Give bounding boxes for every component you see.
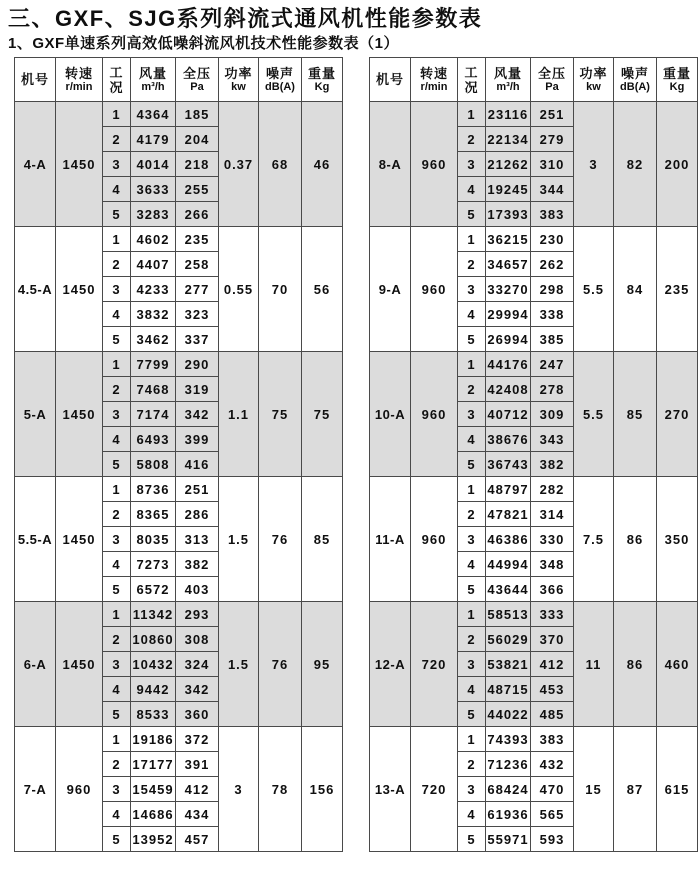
noise-cell: 87 <box>614 727 657 852</box>
speed-cell: 720 <box>411 602 458 727</box>
condition-no-cell: 3 <box>458 777 486 802</box>
pressure-cell: 344 <box>531 177 574 202</box>
pressure-cell: 258 <box>176 252 219 277</box>
condition-no-cell: 4 <box>103 302 131 327</box>
weight-cell: 75 <box>302 352 343 477</box>
power-cell: 0.37 <box>219 102 259 227</box>
model-cell: 5-A <box>15 352 56 477</box>
col-header-power: 功率 kw <box>219 58 259 102</box>
flow-cell: 56029 <box>486 627 531 652</box>
flow-cell: 4364 <box>131 102 176 127</box>
power-cell: 7.5 <box>574 477 614 602</box>
condition-no-cell: 4 <box>458 302 486 327</box>
flow-cell: 19186 <box>131 727 176 752</box>
condition-no-cell: 2 <box>458 627 486 652</box>
flow-cell: 48715 <box>486 677 531 702</box>
condition-no-cell: 5 <box>458 827 486 852</box>
pressure-cell: 314 <box>531 502 574 527</box>
machine-row <box>370 352 698 477</box>
flow-cell: 6572 <box>131 577 176 602</box>
weight-cell: 235 <box>657 227 698 352</box>
flow-cell: 9442 <box>131 677 176 702</box>
pressure-cell: 403 <box>176 577 219 602</box>
flow-cell: 23116 <box>486 102 531 127</box>
pressure-cell: 342 <box>176 402 219 427</box>
pressure-cell: 385 <box>531 327 574 352</box>
pressure-cell: 593 <box>531 827 574 852</box>
condition-no-cell: 5 <box>458 202 486 227</box>
pressure-cell: 453 <box>531 677 574 702</box>
flow-cell: 3832 <box>131 302 176 327</box>
pressure-cell: 310 <box>531 152 574 177</box>
pressure-cell: 204 <box>176 127 219 152</box>
pressure-cell: 370 <box>531 627 574 652</box>
condition-no-cell: 1 <box>103 352 131 377</box>
condition-no-cell: 3 <box>458 527 486 552</box>
pressure-cell: 330 <box>531 527 574 552</box>
flow-cell: 5808 <box>131 452 176 477</box>
model-cell: 8-A <box>370 102 411 227</box>
pressure-cell: 298 <box>531 277 574 302</box>
condition-no-cell: 2 <box>103 127 131 152</box>
flow-cell: 61936 <box>486 802 531 827</box>
power-cell: 11 <box>574 602 614 727</box>
condition-no-cell: 1 <box>458 227 486 252</box>
condition-no-cell: 1 <box>458 477 486 502</box>
condition-no-cell: 5 <box>103 702 131 727</box>
flow-cell: 34657 <box>486 252 531 277</box>
col-header-power: 功率 kw <box>574 58 614 102</box>
pressure-cell: 391 <box>176 752 219 777</box>
condition-sub-row <box>15 227 343 252</box>
power-cell: 15 <box>574 727 614 852</box>
weight-cell: 350 <box>657 477 698 602</box>
power-cell: 1.5 <box>219 602 259 727</box>
col-header-weight: 重量 Kg <box>657 58 698 102</box>
condition-no-cell: 4 <box>103 677 131 702</box>
condition-no-cell: 4 <box>103 552 131 577</box>
noise-cell: 82 <box>614 102 657 227</box>
flow-cell: 44022 <box>486 702 531 727</box>
condition-no-cell: 2 <box>458 502 486 527</box>
condition-no-cell: 3 <box>103 527 131 552</box>
condition-no-cell: 1 <box>103 477 131 502</box>
col-header-noise: 噪声 dB(A) <box>614 58 657 102</box>
flow-cell: 6493 <box>131 427 176 452</box>
col-header-condition: 工 况 <box>103 58 131 102</box>
flow-cell: 48797 <box>486 477 531 502</box>
flow-cell: 44994 <box>486 552 531 577</box>
page-title: 三、GXF、SJG系列斜流式通风机性能参数表 <box>8 6 483 31</box>
machine-row <box>15 102 343 227</box>
flow-cell: 46386 <box>486 527 531 552</box>
model-cell: 5.5-A <box>15 477 56 602</box>
condition-no-cell: 3 <box>458 152 486 177</box>
flow-cell: 36743 <box>486 452 531 477</box>
pressure-cell: 412 <box>176 777 219 802</box>
condition-no-cell: 5 <box>458 452 486 477</box>
pressure-cell: 342 <box>176 677 219 702</box>
model-cell: 12-A <box>370 602 411 727</box>
pressure-cell: 282 <box>531 477 574 502</box>
flow-cell: 26994 <box>486 327 531 352</box>
flow-cell: 4179 <box>131 127 176 152</box>
noise-cell: 76 <box>259 602 302 727</box>
flow-cell: 7174 <box>131 402 176 427</box>
flow-cell: 44176 <box>486 352 531 377</box>
condition-no-cell: 4 <box>103 802 131 827</box>
condition-no-cell: 4 <box>458 177 486 202</box>
condition-sub-row <box>15 352 343 377</box>
speed-cell: 1450 <box>56 352 103 477</box>
header-row <box>15 58 343 102</box>
condition-no-cell: 4 <box>458 802 486 827</box>
condition-no-cell: 2 <box>458 377 486 402</box>
col-header-weight: 重量 Kg <box>302 58 343 102</box>
pressure-cell: 372 <box>176 727 219 752</box>
col-header-speed: 转速 r/min <box>411 58 458 102</box>
col-header-noise: 噪声 dB(A) <box>259 58 302 102</box>
weight-cell: 156 <box>302 727 343 852</box>
condition-no-cell: 3 <box>458 652 486 677</box>
noise-cell: 84 <box>614 227 657 352</box>
pressure-cell: 255 <box>176 177 219 202</box>
model-cell: 4-A <box>15 102 56 227</box>
pressure-cell: 366 <box>531 577 574 602</box>
condition-no-cell: 2 <box>103 627 131 652</box>
model-cell: 10-A <box>370 352 411 477</box>
condition-no-cell: 4 <box>458 552 486 577</box>
pressure-cell: 185 <box>176 102 219 127</box>
flow-cell: 7468 <box>131 377 176 402</box>
pressure-cell: 432 <box>531 752 574 777</box>
col-header-speed: 转速 r/min <box>56 58 103 102</box>
condition-no-cell: 3 <box>103 277 131 302</box>
model-cell: 7-A <box>15 727 56 852</box>
flow-cell: 17393 <box>486 202 531 227</box>
noise-cell: 86 <box>614 477 657 602</box>
flow-cell: 19245 <box>486 177 531 202</box>
pressure-cell: 278 <box>531 377 574 402</box>
pressure-cell: 382 <box>176 552 219 577</box>
condition-no-cell: 4 <box>458 677 486 702</box>
power-cell: 5.5 <box>574 352 614 477</box>
flow-cell: 7799 <box>131 352 176 377</box>
noise-cell: 85 <box>614 352 657 477</box>
condition-no-cell: 2 <box>103 377 131 402</box>
flow-cell: 22134 <box>486 127 531 152</box>
pressure-cell: 457 <box>176 827 219 852</box>
flow-cell: 15459 <box>131 777 176 802</box>
pressure-cell: 337 <box>176 327 219 352</box>
pressure-cell: 360 <box>176 702 219 727</box>
pressure-cell: 324 <box>176 652 219 677</box>
condition-sub-row <box>15 102 343 127</box>
condition-sub-row <box>370 602 698 627</box>
condition-no-cell: 5 <box>458 577 486 602</box>
machine-row <box>370 727 698 852</box>
flow-cell: 3283 <box>131 202 176 227</box>
condition-no-cell: 3 <box>103 652 131 677</box>
pressure-cell: 399 <box>176 427 219 452</box>
machine-row <box>15 477 343 602</box>
pressure-cell: 251 <box>176 477 219 502</box>
condition-no-cell: 1 <box>103 102 131 127</box>
flow-cell: 68424 <box>486 777 531 802</box>
flow-cell: 71236 <box>486 752 531 777</box>
pressure-cell: 262 <box>531 252 574 277</box>
flow-cell: 8365 <box>131 502 176 527</box>
flow-cell: 10860 <box>131 627 176 652</box>
condition-no-cell: 3 <box>458 402 486 427</box>
speed-cell: 960 <box>411 352 458 477</box>
noise-cell: 70 <box>259 227 302 352</box>
pressure-cell: 247 <box>531 352 574 377</box>
condition-no-cell: 5 <box>103 202 131 227</box>
condition-no-cell: 3 <box>103 777 131 802</box>
pressure-cell: 319 <box>176 377 219 402</box>
power-cell: 3 <box>219 727 259 852</box>
noise-cell: 78 <box>259 727 302 852</box>
performance-table-left <box>14 57 343 852</box>
page-subtitle: 1、GXF单速系列高效低噪斜流风机技术性能参数表（1） <box>8 35 400 52</box>
pressure-cell: 313 <box>176 527 219 552</box>
pressure-cell: 485 <box>531 702 574 727</box>
flow-cell: 4602 <box>131 227 176 252</box>
condition-no-cell: 3 <box>103 152 131 177</box>
condition-sub-row <box>15 477 343 502</box>
flow-cell: 7273 <box>131 552 176 577</box>
flow-cell: 3633 <box>131 177 176 202</box>
model-cell: 11-A <box>370 477 411 602</box>
flow-cell: 4233 <box>131 277 176 302</box>
condition-no-cell: 1 <box>103 602 131 627</box>
model-cell: 4.5-A <box>15 227 56 352</box>
noise-cell: 76 <box>259 477 302 602</box>
pressure-cell: 230 <box>531 227 574 252</box>
condition-sub-row <box>370 477 698 502</box>
speed-cell: 1450 <box>56 227 103 352</box>
weight-cell: 460 <box>657 602 698 727</box>
speed-cell: 1450 <box>56 477 103 602</box>
flow-cell: 17177 <box>131 752 176 777</box>
machine-row <box>370 102 698 227</box>
condition-no-cell: 5 <box>103 452 131 477</box>
pressure-cell: 218 <box>176 152 219 177</box>
flow-cell: 36215 <box>486 227 531 252</box>
condition-no-cell: 2 <box>458 752 486 777</box>
condition-no-cell: 1 <box>458 602 486 627</box>
pressure-cell: 383 <box>531 727 574 752</box>
condition-no-cell: 1 <box>103 227 131 252</box>
pressure-cell: 309 <box>531 402 574 427</box>
flow-cell: 8035 <box>131 527 176 552</box>
machine-row <box>15 227 343 352</box>
weight-cell: 615 <box>657 727 698 852</box>
pressure-cell: 235 <box>176 227 219 252</box>
pressure-cell: 470 <box>531 777 574 802</box>
condition-no-cell: 1 <box>458 352 486 377</box>
condition-no-cell: 2 <box>103 752 131 777</box>
machine-row <box>370 227 698 352</box>
condition-sub-row <box>15 727 343 752</box>
power-cell: 1.1 <box>219 352 259 477</box>
pressure-cell: 338 <box>531 302 574 327</box>
col-header-model: 机号 <box>15 58 56 102</box>
condition-no-cell: 3 <box>103 402 131 427</box>
flow-cell: 11342 <box>131 602 176 627</box>
weight-cell: 270 <box>657 352 698 477</box>
pressure-cell: 343 <box>531 427 574 452</box>
condition-no-cell: 1 <box>458 727 486 752</box>
col-header-pressure: 全压 Pa <box>531 58 574 102</box>
condition-no-cell: 5 <box>103 577 131 602</box>
flow-cell: 4014 <box>131 152 176 177</box>
pressure-cell: 382 <box>531 452 574 477</box>
condition-no-cell: 2 <box>103 502 131 527</box>
condition-no-cell: 5 <box>458 702 486 727</box>
condition-sub-row <box>370 227 698 252</box>
speed-cell: 960 <box>411 227 458 352</box>
col-header-model: 机号 <box>370 58 411 102</box>
condition-no-cell: 4 <box>458 427 486 452</box>
condition-no-cell: 5 <box>458 327 486 352</box>
condition-no-cell: 4 <box>103 427 131 452</box>
flow-cell: 55971 <box>486 827 531 852</box>
pressure-cell: 293 <box>176 602 219 627</box>
model-cell: 6-A <box>15 602 56 727</box>
condition-no-cell: 3 <box>458 277 486 302</box>
condition-no-cell: 1 <box>103 727 131 752</box>
weight-cell: 95 <box>302 602 343 727</box>
pressure-cell: 266 <box>176 202 219 227</box>
pressure-cell: 251 <box>531 102 574 127</box>
speed-cell: 960 <box>411 102 458 227</box>
flow-cell: 53821 <box>486 652 531 677</box>
col-header-pressure: 全压 Pa <box>176 58 219 102</box>
pressure-cell: 412 <box>531 652 574 677</box>
speed-cell: 1450 <box>56 102 103 227</box>
flow-cell: 8533 <box>131 702 176 727</box>
machine-row <box>15 727 343 852</box>
flow-cell: 58513 <box>486 602 531 627</box>
weight-cell: 46 <box>302 102 343 227</box>
col-header-condition: 工 况 <box>458 58 486 102</box>
flow-cell: 10432 <box>131 652 176 677</box>
pressure-cell: 323 <box>176 302 219 327</box>
noise-cell: 75 <box>259 352 302 477</box>
power-cell: 0.55 <box>219 227 259 352</box>
pressure-cell: 416 <box>176 452 219 477</box>
flow-cell: 38676 <box>486 427 531 452</box>
condition-no-cell: 2 <box>458 127 486 152</box>
flow-cell: 14686 <box>131 802 176 827</box>
weight-cell: 200 <box>657 102 698 227</box>
pressure-cell: 348 <box>531 552 574 577</box>
performance-table-right <box>369 57 698 852</box>
condition-no-cell: 2 <box>458 252 486 277</box>
power-cell: 5.5 <box>574 227 614 352</box>
noise-cell: 86 <box>614 602 657 727</box>
pressure-cell: 290 <box>176 352 219 377</box>
flow-cell: 8736 <box>131 477 176 502</box>
weight-cell: 85 <box>302 477 343 602</box>
power-cell: 1.5 <box>219 477 259 602</box>
machine-row <box>370 477 698 602</box>
flow-cell: 47821 <box>486 502 531 527</box>
flow-cell: 40712 <box>486 402 531 427</box>
condition-sub-row <box>370 352 698 377</box>
model-cell: 13-A <box>370 727 411 852</box>
pressure-cell: 277 <box>176 277 219 302</box>
model-cell: 9-A <box>370 227 411 352</box>
pressure-cell: 565 <box>531 802 574 827</box>
flow-cell: 33270 <box>486 277 531 302</box>
weight-cell: 56 <box>302 227 343 352</box>
tables-container <box>14 57 700 852</box>
pressure-cell: 333 <box>531 602 574 627</box>
pressure-cell: 308 <box>176 627 219 652</box>
condition-no-cell: 5 <box>103 327 131 352</box>
condition-no-cell: 1 <box>458 102 486 127</box>
pressure-cell: 279 <box>531 127 574 152</box>
machine-row <box>15 352 343 477</box>
flow-cell: 74393 <box>486 727 531 752</box>
flow-cell: 13952 <box>131 827 176 852</box>
speed-cell: 720 <box>411 727 458 852</box>
flow-cell: 21262 <box>486 152 531 177</box>
condition-no-cell: 2 <box>103 252 131 277</box>
flow-cell: 4407 <box>131 252 176 277</box>
flow-cell: 42408 <box>486 377 531 402</box>
condition-sub-row <box>370 727 698 752</box>
col-header-flow: 风量 m³/h <box>486 58 531 102</box>
pressure-cell: 286 <box>176 502 219 527</box>
condition-no-cell: 5 <box>103 827 131 852</box>
machine-row <box>15 602 343 727</box>
flow-cell: 29994 <box>486 302 531 327</box>
power-cell: 3 <box>574 102 614 227</box>
machine-row <box>370 602 698 727</box>
pressure-cell: 383 <box>531 202 574 227</box>
speed-cell: 960 <box>411 477 458 602</box>
condition-no-cell: 4 <box>103 177 131 202</box>
flow-cell: 43644 <box>486 577 531 602</box>
condition-sub-row <box>15 602 343 627</box>
noise-cell: 68 <box>259 102 302 227</box>
col-header-flow: 风量 m³/h <box>131 58 176 102</box>
flow-cell: 3462 <box>131 327 176 352</box>
speed-cell: 960 <box>56 727 103 852</box>
header-row <box>370 58 698 102</box>
pressure-cell: 434 <box>176 802 219 827</box>
condition-sub-row <box>370 102 698 127</box>
speed-cell: 1450 <box>56 602 103 727</box>
